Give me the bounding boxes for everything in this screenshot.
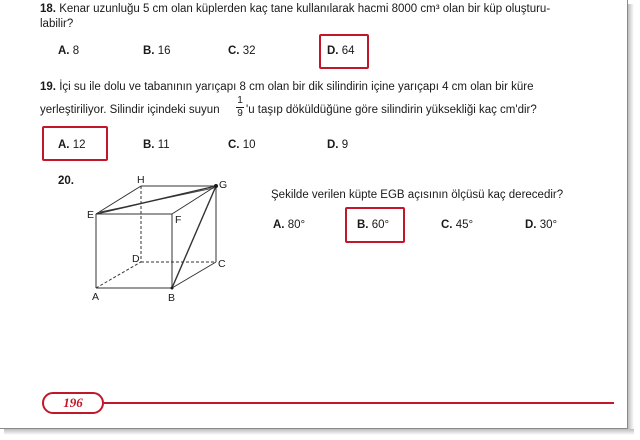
question-20-text: Şekilde verilen küpte EGB açısının ölçüsü kaç derecedir?	[271, 189, 564, 201]
q19-option-d[interactable]: D. 9	[327, 139, 349, 151]
q19-option-c[interactable]: C. 10	[228, 139, 256, 151]
vertex-label-f: F	[175, 214, 182, 226]
q18-option-d[interactable]: D. 64	[327, 45, 355, 57]
q19-option-a[interactable]: A. 12	[58, 139, 86, 151]
q18-option-a[interactable]: A. 8	[58, 45, 80, 57]
q20-option-b[interactable]: B. 60°	[357, 219, 390, 231]
question-19-number: 19.	[40, 81, 56, 93]
vertex-label-d: D	[132, 253, 140, 265]
fraction-denominator: 9	[237, 108, 243, 119]
question-18-line2: labilir?	[40, 18, 74, 30]
question-18-text: Kenar uzunluğu 5 cm olan küplerden kaç tane kullanılarak hacmi 8000 cm³ olan bir küp oluşturu-	[59, 3, 551, 15]
vertex-label-a: A	[92, 291, 100, 303]
q18-option-b[interactable]: B. 16	[143, 45, 171, 57]
vertex-b-dot	[171, 287, 174, 290]
question-19-line2a: yerleştiriliyor. Silindir içindeki suyun	[40, 104, 220, 116]
page-shadow-right	[628, 4, 634, 432]
vertex-label-e: E	[87, 209, 95, 221]
q20-option-c[interactable]: C. 45°	[441, 219, 474, 231]
vertex-label-g: G	[219, 179, 228, 191]
question-19-line2b: 'u taşıp döküldüğüne göre silindirin yüksekliği kaç cm'dir?	[246, 104, 537, 116]
fraction-numerator: 1	[237, 95, 243, 106]
q18-option-c[interactable]: C. 32	[228, 45, 256, 57]
question-18-number: 18.	[40, 3, 56, 15]
page-number: 196	[42, 392, 104, 414]
q19-option-b[interactable]: B. 11	[143, 139, 170, 151]
vertex-label-b: B	[168, 292, 176, 304]
vertex-label-h: H	[137, 174, 145, 186]
vertex-label-c: C	[218, 258, 226, 270]
q20-option-a[interactable]: A. 80°	[273, 219, 306, 231]
question-19-text: İçi su ile dolu ve tabanının yarıçapı 8 cm olan bir dik silindirin içine yarıçapı 4 cm olan bir küre	[59, 81, 534, 93]
q20-option-d[interactable]: D. 30°	[525, 219, 558, 231]
page-shadow-bottom	[4, 429, 634, 435]
question-20-number: 20.	[58, 175, 74, 187]
vertex-g-dot	[214, 184, 218, 188]
footer-rule	[104, 402, 614, 404]
